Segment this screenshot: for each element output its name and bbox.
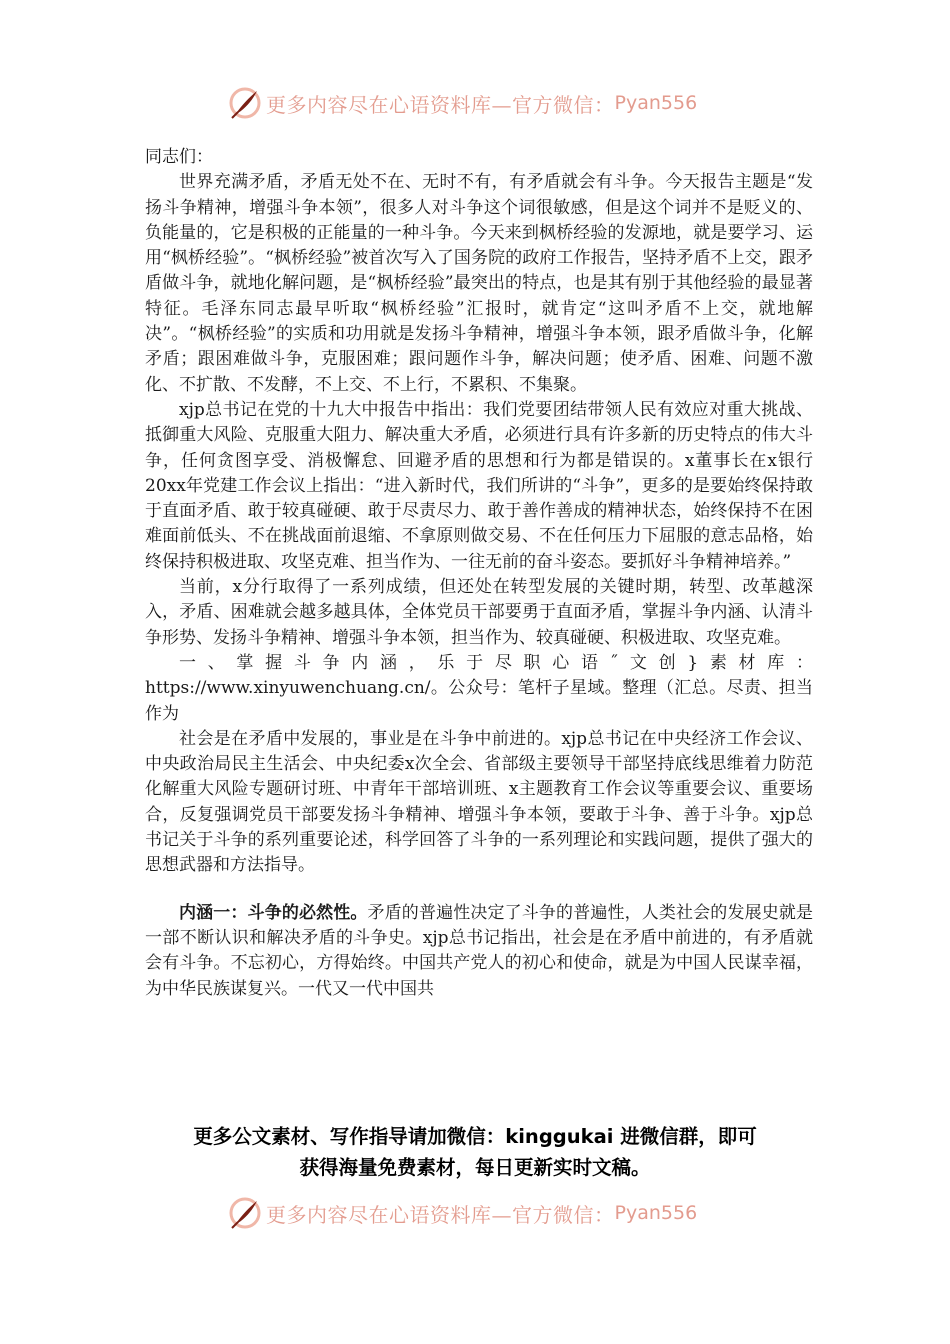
promo-notice (120, 1121, 830, 1183)
quill-logo-icon (228, 1196, 262, 1230)
header-banner-text: 更多内容尽在心语资料库—官方微信： (266, 92, 615, 117)
footer-banner (228, 1196, 697, 1230)
header-wechat-id: Pyan556 (614, 92, 698, 114)
connotation-lead: 内涵一：斗争的必然性。 (179, 902, 368, 923)
paragraph-2: xjp总书记在党的十九大中报告中指出：我们党要团结带领人民有效应对重大挑战、抵御重大风险、克服重大阻力、解决重大矛盾，必须进行具有许多新的历史特点的伟大斗争，任何贪图享受、消极懈怠、回避矛盾的思想和行为都是错误的。x董事长在x银行20xx年党建工作会议上指出：“进入新时代，我们所讲的“斗争”，更多的是要始终保持敢于直面矛盾、敢于较真碰硬、敢于尽责尽力、敢于善作善成的精神状态，始终保持不在困难面前低头、不在挑战面前退缩、不拿原则做交易、不在任何压力下屈服的意志品格，始终保持积极进取、攻坚克难、担当作为、一往无前的奋斗姿态。要抓好斗争精神培养。” (145, 399, 813, 572)
paragraph-1: 世界充满矛盾，矛盾无处不在、无时不有，有矛盾就会有斗争。今天报告主题是“发扬斗争精神，增强斗争本领”，很多人对斗争这个词很敏感，但是这个词并不是贬义的、负能量的，它是积极的正能量的一种斗争。今天来到枫桥经验的发源地，就是要学习、运用“枫桥经验”。“枫桥经验”被首次写入了国务院的政府工作报告，坚持矛盾不上交，跟矛盾做斗争，就地化解问题，是“枫桥经验”最突出的特点，也是其有别于其他经验的最显著特征。毛泽东同志最早听取“枫桥经验”汇报时，就肯定“这叫矛盾不上交，就地解决”。“枫桥经验”的实质和功用就是发扬斗争精神，增强斗争本领，跟矛盾做斗争，化解矛盾；跟困难做斗争，克服困难；跟问题作斗争，解决问题；使矛盾、困难、问题不激化、不扩散、不发酵，不上交、不上行，不累积、不集聚。 (145, 172, 813, 395)
promo-line-2: 获得海量免费素材，每日更新实时文稿。 (299, 1156, 651, 1179)
promo-line-1: 更多公文素材、写作指导请加微信：kinggukai 进微信群，即可 (193, 1125, 757, 1148)
footer-wechat-id: Pyan556 (614, 1202, 698, 1224)
section-heading-1: 一、掌握斗争内涵，乐于尽职心语˝文创}素材库：https://www.xinyuwenchuang.cn/。公众号：笔杆子星域。整理（汇总。尽责、担当作为 (145, 652, 813, 724)
salutation: 同志们： (145, 147, 213, 167)
connotation-body: 矛盾的普遍性决定了斗争的普遍性，人类社会的发展史就是一部不断认识和解决矛盾的斗争史。xjp总书记指出，社会是在矛盾中前进的，有矛盾就会有斗争。不忘初心，方得始终。中国共产党人的初心和使命，就是为中国人民谋幸福，为中华民族谋复兴。一代又一代中国共 (145, 902, 814, 999)
header-banner (228, 86, 697, 120)
quill-logo-icon (228, 86, 262, 120)
paragraph-3: 当前，x分行取得了一系列成绩，但还处在转型发展的关键时期，转型、改革越深入，矛盾、困难就会越多越具体，全体党员干部要勇于直面矛盾，掌握斗争内涵、认清斗争形势、发扬斗争精神、增强斗争本领，担当作为、较真碰硬、积极进取、攻坚克难。 (145, 577, 813, 648)
connotation-paragraph (145, 901, 813, 1002)
paragraph-4: 社会是在矛盾中发展的，事业是在斗争中前进的。xjp总书记在中央经济工作会议、中央政治局民主生活会、中央纪委x次全会、省部级主要领导干部坚持底线思维着力防范化解重大风险专题研讨班、中青年干部培训班、x主题教育工作会议等重要会议、重要场合，反复强调党员干部要发扬斗争精神、增强斗争本领，要敢于斗争、善于斗争。xjp总书记关于斗争的系列重要论述，科学回答了斗争的一系列理论和实践问题，提供了强大的思想武器和方法指导。 (145, 728, 813, 876)
document-body (145, 145, 813, 1002)
footer-banner-text: 更多内容尽在心语资料库—官方微信： (266, 1202, 615, 1227)
